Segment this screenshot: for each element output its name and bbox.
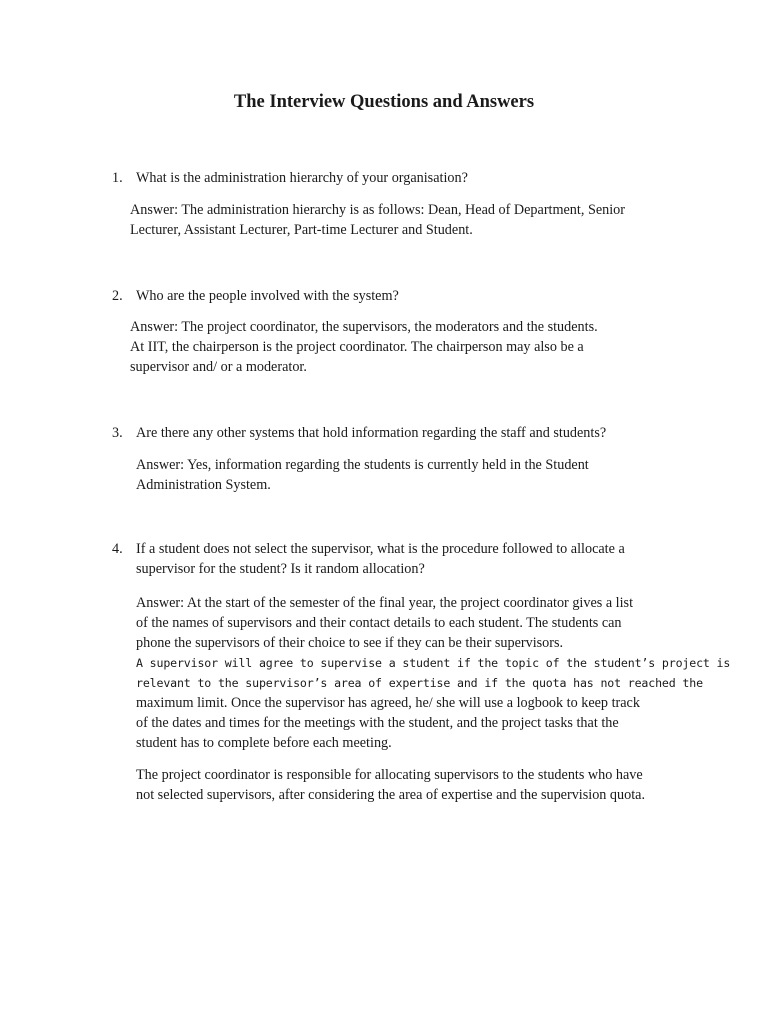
answer-1 — [130, 200, 625, 240]
paragraph-line: not selected supervisors, after considering the area of expertise and the supervision quota. — [136, 787, 646, 803]
question-text: Are there any other systems that hold information regarding the staff and students? — [136, 425, 607, 441]
answer-4-paragraph — [136, 765, 645, 805]
answer-line: maximum limit. Once the supervisor has agreed, he/ she will use a logbook to keep track — [136, 695, 640, 711]
answer-line: A supervisor will agree to supervise a student if the topic of the student’s project is — [136, 656, 731, 670]
answer-line: Answer: Yes, information regarding the students is currently held in the Student — [136, 457, 589, 473]
question-text: If a student does not select the supervisor, what is the procedure followed to allocate a — [136, 541, 625, 557]
question-2 — [112, 286, 399, 306]
answer-line: phone the supervisors of their choice to see if they can be their supervisors. — [136, 635, 564, 651]
question-number: 2. — [112, 288, 123, 304]
answer-line: Answer: At the start of the semester of the final year, the project coordinator gives a list — [136, 595, 634, 611]
answer-line: At IIT, the chairperson is the project coordinator. The chairperson may also be a — [130, 339, 584, 355]
question-number: 1. — [112, 170, 123, 186]
question-4 — [112, 539, 625, 559]
answer-line: of the dates and times for the meetings with the student, and the project tasks that the — [136, 715, 619, 731]
paragraph-line: The project coordinator is responsible for allocating supervisors to the students who have — [136, 767, 643, 783]
answer-line: supervisor and/ or a moderator. — [130, 359, 307, 375]
question-text: Who are the people involved with the system? — [136, 288, 399, 304]
answer-line: Answer: The administration hierarchy is as follows: Dean, Head of Department, Senior — [130, 202, 625, 218]
question-text: What is the administration hierarchy of your organisation? — [136, 170, 468, 186]
question-number: 4. — [112, 541, 123, 557]
question-3 — [112, 423, 606, 443]
answer-line: Administration System. — [136, 477, 271, 493]
question-text: supervisor for the student? Is it random allocation? — [136, 561, 425, 577]
answer-2 — [130, 317, 598, 377]
question-4-continued — [112, 559, 425, 579]
answer-line: Lecturer, Assistant Lecturer, Part-time Lecturer and Student. — [130, 222, 473, 238]
answer-line: student has to complete before each meeting. — [136, 735, 392, 751]
answer-line: Answer: The project coordinator, the supervisors, the moderators and the students. — [130, 319, 598, 335]
answer-line: of the names of supervisors and their contact details to each student. The students can — [136, 615, 622, 631]
answer-3 — [136, 455, 589, 495]
answer-4 — [136, 593, 730, 753]
document-title: The Interview Questions and Answers — [233, 92, 535, 112]
question-number: 3. — [112, 425, 123, 441]
question-1 — [112, 168, 468, 188]
answer-line: relevant to the supervisor’s area of expertise and if the quota has not reached the — [136, 676, 703, 690]
